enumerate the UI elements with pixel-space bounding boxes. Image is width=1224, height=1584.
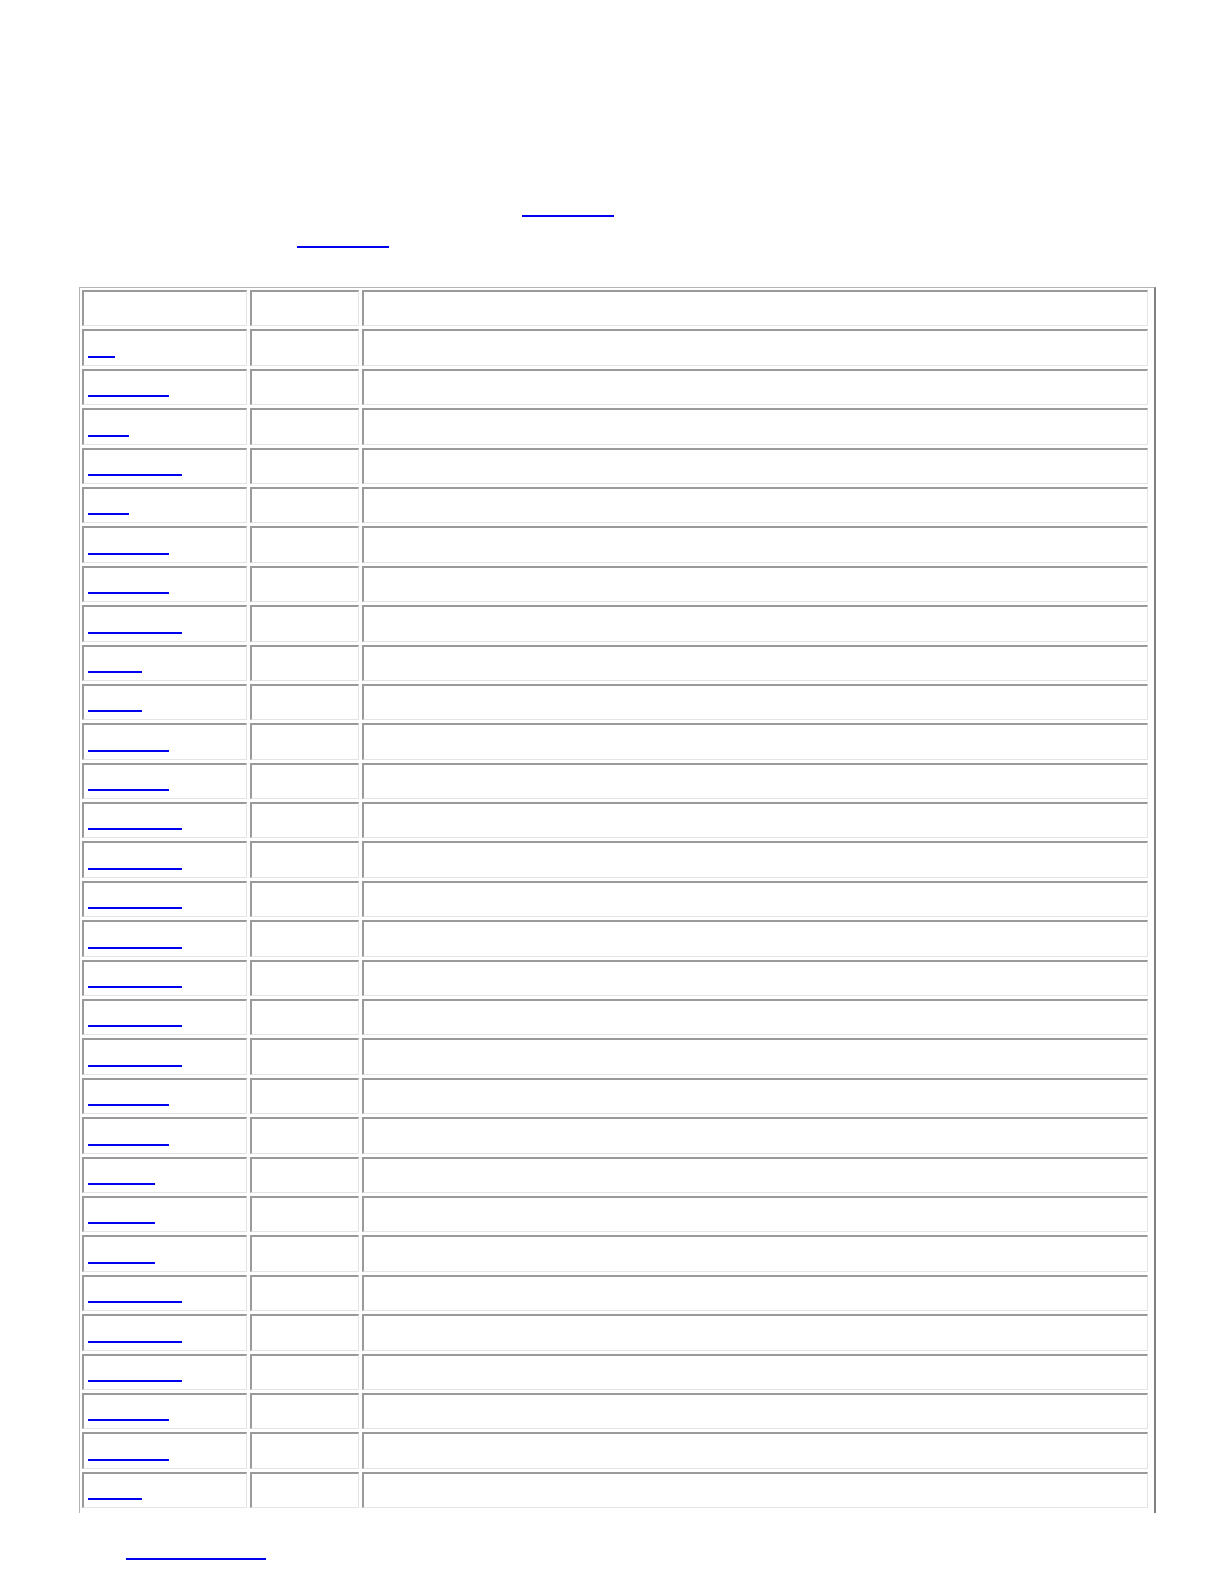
row-cell-3 xyxy=(362,487,1148,523)
row-link-cell xyxy=(82,487,247,523)
row-cell-2 xyxy=(250,605,359,641)
row-cell-2 xyxy=(250,960,359,996)
row-cell-2 xyxy=(250,1314,359,1350)
row-cell-3 xyxy=(362,1472,1148,1508)
row-link-cell xyxy=(82,605,247,641)
row-link[interactable] xyxy=(88,1301,182,1303)
row-cell-2 xyxy=(250,723,359,759)
row-cell-2 xyxy=(250,408,359,444)
row-cell-2 xyxy=(250,1235,359,1271)
row-link[interactable] xyxy=(88,710,142,712)
row-link[interactable] xyxy=(88,1104,169,1106)
row-cell-2 xyxy=(250,1393,359,1429)
row-link-cell xyxy=(82,841,247,877)
row-link-cell xyxy=(82,920,247,956)
row-cell-3 xyxy=(362,1117,1148,1153)
row-link-cell xyxy=(82,1472,247,1508)
table-row xyxy=(82,841,1148,877)
row-cell-2 xyxy=(250,1038,359,1074)
row-link-cell xyxy=(82,1157,247,1193)
row-cell-2 xyxy=(250,329,359,365)
row-link[interactable] xyxy=(88,395,169,397)
row-link-cell xyxy=(82,1275,247,1311)
row-link[interactable] xyxy=(88,1065,182,1067)
row-link-cell xyxy=(82,684,247,720)
top-link-1[interactable] xyxy=(522,215,614,217)
row-cell-2 xyxy=(250,920,359,956)
table-row xyxy=(82,763,1148,799)
table-row xyxy=(82,999,1148,1035)
row-link-cell xyxy=(82,1235,247,1271)
row-link-cell xyxy=(82,960,247,996)
table-row xyxy=(82,1078,1148,1114)
row-link[interactable] xyxy=(88,1183,155,1185)
row-link-cell xyxy=(82,526,247,562)
row-cell-3 xyxy=(362,329,1148,365)
table-row xyxy=(82,605,1148,641)
row-cell-2 xyxy=(250,1354,359,1390)
header-cell-1 xyxy=(82,290,247,326)
table-row xyxy=(82,1472,1148,1508)
row-cell-2 xyxy=(250,881,359,917)
row-link[interactable] xyxy=(88,1144,169,1146)
row-link-cell xyxy=(82,1354,247,1390)
row-link-cell xyxy=(82,1078,247,1114)
row-cell-3 xyxy=(362,369,1148,405)
row-link-cell xyxy=(82,566,247,602)
row-link-cell xyxy=(82,881,247,917)
row-cell-3 xyxy=(362,841,1148,877)
row-link[interactable] xyxy=(88,907,182,909)
row-cell-2 xyxy=(250,566,359,602)
row-link-cell xyxy=(82,1393,247,1429)
row-link[interactable] xyxy=(88,1222,155,1224)
table-row xyxy=(82,1354,1148,1390)
row-cell-2 xyxy=(250,763,359,799)
row-cell-2 xyxy=(250,1275,359,1311)
table-row xyxy=(82,369,1148,405)
row-cell-2 xyxy=(250,1117,359,1153)
header-cell-2 xyxy=(250,290,359,326)
row-cell-3 xyxy=(362,408,1148,444)
row-link-cell xyxy=(82,448,247,484)
table-row xyxy=(82,1393,1148,1429)
bottom-link[interactable] xyxy=(126,1558,266,1560)
table-row xyxy=(82,448,1148,484)
row-link[interactable] xyxy=(88,356,115,358)
row-link-cell xyxy=(82,802,247,838)
row-link[interactable] xyxy=(88,750,169,752)
row-cell-3 xyxy=(362,999,1148,1035)
table-row xyxy=(82,723,1148,759)
table-row xyxy=(82,645,1148,681)
table-row xyxy=(82,1235,1148,1271)
row-cell-2 xyxy=(250,1196,359,1232)
header-cell-3 xyxy=(362,290,1148,326)
row-cell-3 xyxy=(362,605,1148,641)
row-cell-3 xyxy=(362,526,1148,562)
row-link-cell xyxy=(82,1038,247,1074)
row-cell-2 xyxy=(250,1078,359,1114)
row-link[interactable] xyxy=(88,789,169,791)
row-link[interactable] xyxy=(88,592,169,594)
row-link-cell xyxy=(82,329,247,365)
row-link[interactable] xyxy=(88,671,142,673)
row-cell-3 xyxy=(362,723,1148,759)
row-cell-2 xyxy=(250,1432,359,1468)
row-cell-3 xyxy=(362,1157,1148,1193)
row-cell-3 xyxy=(362,1196,1148,1232)
row-link-cell xyxy=(82,1314,247,1350)
table-row xyxy=(82,684,1148,720)
table-row xyxy=(82,920,1148,956)
row-cell-3 xyxy=(362,566,1148,602)
row-cell-3 xyxy=(362,960,1148,996)
table-row xyxy=(82,329,1148,365)
row-link-cell xyxy=(82,1432,247,1468)
row-link-cell xyxy=(82,369,247,405)
row-link[interactable] xyxy=(88,828,182,830)
row-cell-2 xyxy=(250,684,359,720)
table-row xyxy=(82,1275,1148,1311)
row-link[interactable] xyxy=(88,947,182,949)
row-link-cell xyxy=(82,645,247,681)
table-row xyxy=(82,1117,1148,1153)
table-row xyxy=(82,487,1148,523)
row-link[interactable] xyxy=(88,474,182,476)
row-link-cell xyxy=(82,723,247,759)
row-cell-3 xyxy=(362,684,1148,720)
row-link[interactable] xyxy=(88,513,129,515)
row-cell-3 xyxy=(362,1038,1148,1074)
top-link-2[interactable] xyxy=(297,246,389,248)
row-cell-2 xyxy=(250,448,359,484)
row-cell-3 xyxy=(362,1235,1148,1271)
row-cell-2 xyxy=(250,841,359,877)
table-row xyxy=(82,526,1148,562)
table-row xyxy=(82,1157,1148,1193)
table-row xyxy=(82,566,1148,602)
table-header-row xyxy=(82,290,1148,326)
row-cell-2 xyxy=(250,526,359,562)
table-row xyxy=(82,960,1148,996)
row-cell-3 xyxy=(362,1393,1148,1429)
row-link[interactable] xyxy=(88,868,182,870)
row-cell-3 xyxy=(362,1314,1148,1350)
row-link-cell xyxy=(82,763,247,799)
row-cell-3 xyxy=(362,645,1148,681)
row-link[interactable] xyxy=(88,1419,169,1421)
table-row xyxy=(82,1432,1148,1468)
row-cell-2 xyxy=(250,999,359,1035)
row-link[interactable] xyxy=(88,1459,169,1461)
row-cell-3 xyxy=(362,1354,1148,1390)
row-link[interactable] xyxy=(88,1341,182,1343)
row-cell-3 xyxy=(362,920,1148,956)
row-cell-3 xyxy=(362,802,1148,838)
row-cell-3 xyxy=(362,448,1148,484)
row-link[interactable] xyxy=(88,1262,155,1264)
row-cell-2 xyxy=(250,802,359,838)
row-link-cell xyxy=(82,408,247,444)
row-link[interactable] xyxy=(88,632,182,634)
row-cell-3 xyxy=(362,763,1148,799)
row-cell-2 xyxy=(250,1157,359,1193)
row-link[interactable] xyxy=(88,1380,182,1382)
row-link-cell xyxy=(82,1117,247,1153)
row-link[interactable] xyxy=(88,986,182,988)
table-row xyxy=(82,802,1148,838)
row-cell-3 xyxy=(362,1432,1148,1468)
row-cell-2 xyxy=(250,1472,359,1508)
row-link[interactable] xyxy=(88,1498,142,1500)
row-link-cell xyxy=(82,1196,247,1232)
row-link[interactable] xyxy=(88,1025,182,1027)
row-cell-3 xyxy=(362,1275,1148,1311)
row-link-cell xyxy=(82,999,247,1035)
row-link[interactable] xyxy=(88,553,169,555)
table-row xyxy=(82,881,1148,917)
row-cell-2 xyxy=(250,645,359,681)
row-cell-2 xyxy=(250,487,359,523)
row-link[interactable] xyxy=(88,435,129,437)
table-row xyxy=(82,1196,1148,1232)
row-cell-3 xyxy=(362,881,1148,917)
table-row xyxy=(82,408,1148,444)
row-cell-3 xyxy=(362,1078,1148,1114)
table-row xyxy=(82,1314,1148,1350)
table-row xyxy=(82,1038,1148,1074)
row-cell-2 xyxy=(250,369,359,405)
data-table xyxy=(79,287,1151,1511)
